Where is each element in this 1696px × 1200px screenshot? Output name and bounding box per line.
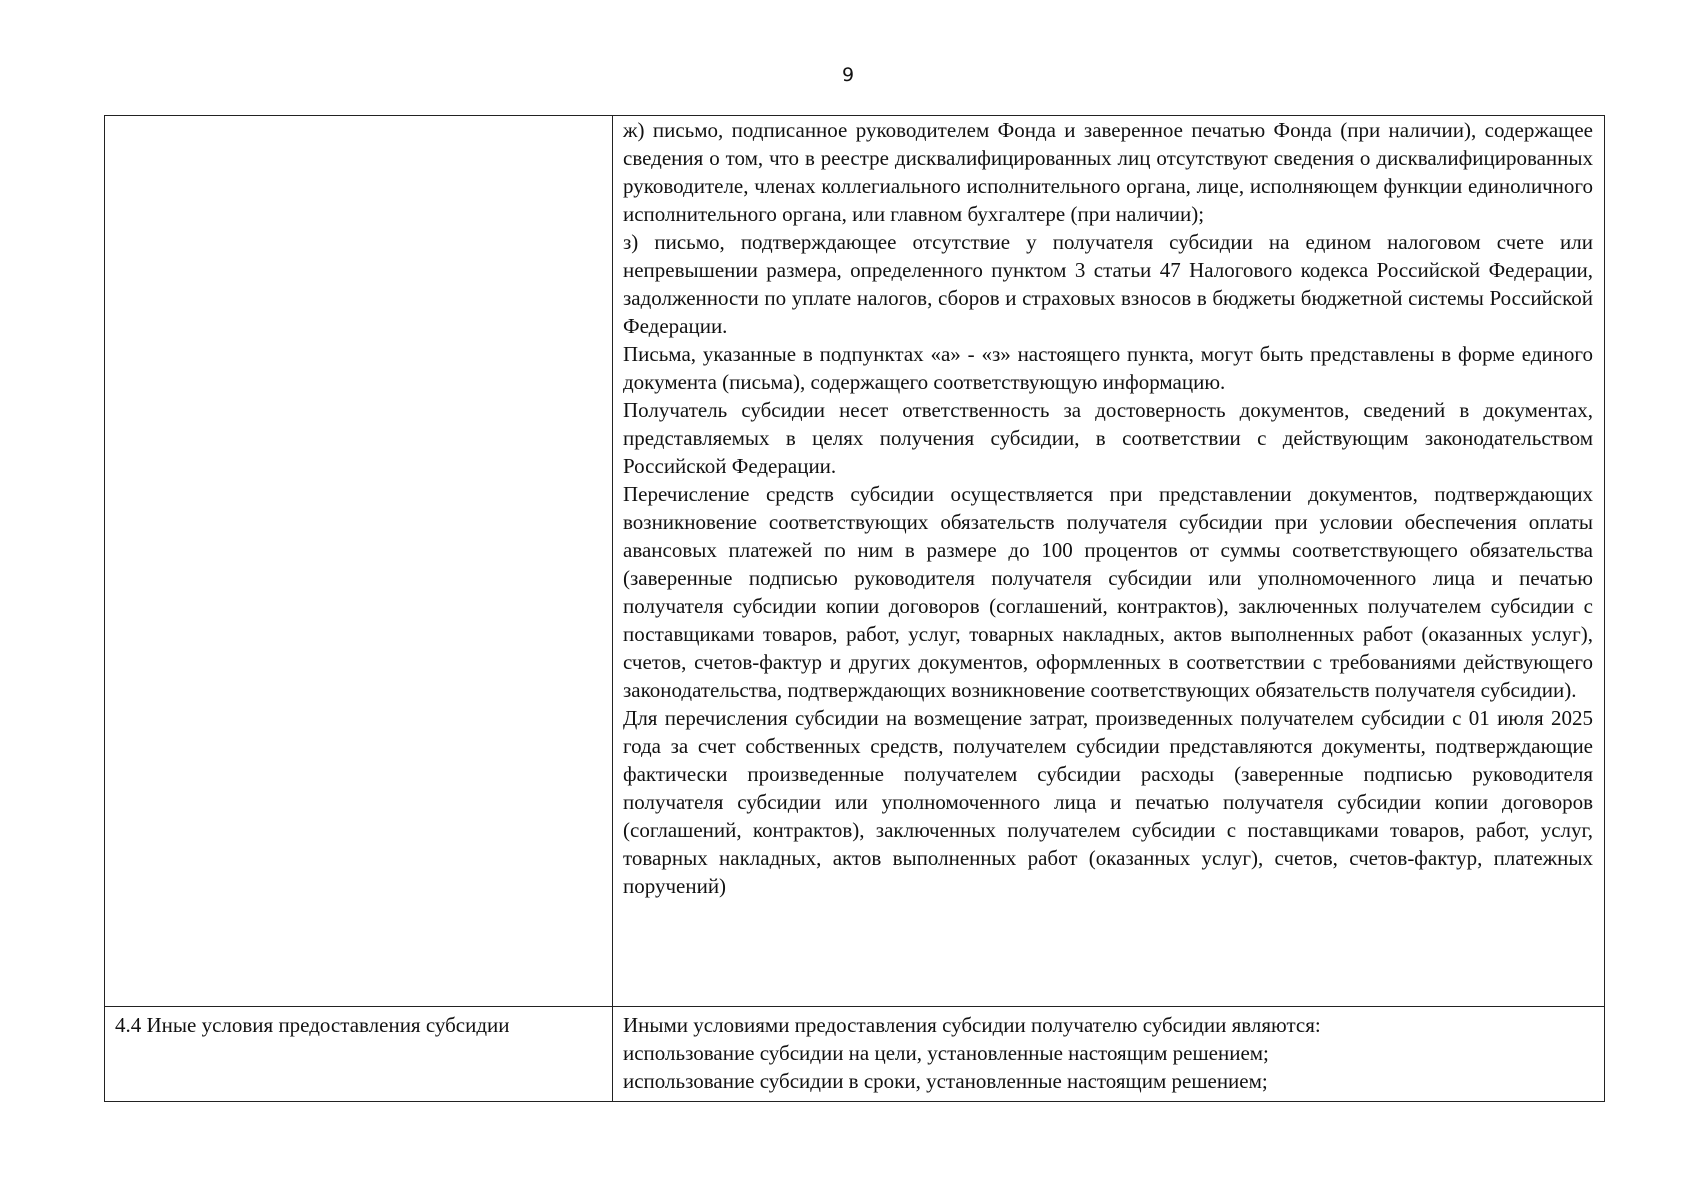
- paragraph-other-conditions-intro: Иными условиями предоставления субсидии получателю субсидии являются:: [623, 1013, 1321, 1037]
- paragraph-item-zh: ж) письмо, подписанное руководителем Фонда и заверенное печатью Фонда (при наличии), содержащее сведения о том, что в реестре дисквалифицированных лиц отсутствуют сведения о дисквалифицированных руководителе, членах коллегиального исполнительного органа, лице, исполняющем функции единоличного исполнительного органа, или главном бухгалтере (при наличии);: [623, 118, 1593, 226]
- paragraph-transfer-reimbursement: Для перечисления субсидии на возмещение затрат, произведенных получателем субсидии с 01 июля 2025 года за счет собственных средств, получателем субсидии представляются документы, подтверждающие фактически произведенные получателем субсидии расходы (заверенные подписью руководителя получателя субсидии или уполномоченного лица и печатью получателя субсидии копии договоров (соглашений, контрактов), заключенных получателем субсидии с поставщиками товаров, работ, услуг, товарных накладных, актов выполненных работ (оказанных услуг), счетов, счетов-фактур, платежных поручений): [623, 706, 1593, 898]
- paragraph-responsibility: Получатель субсидии несет ответственность за достоверность документов, сведений в документах, представляемых в целях получения субсидии, в соответствии с действующим законодательством Российской Федерации.: [623, 398, 1593, 478]
- paragraph-letters-form: Письма, указанные в подпунктах «а» - «з» настоящего пункта, могут быть представлены в форме единого документа (письма), содержащего соответствующую информацию.: [623, 342, 1593, 394]
- paragraph-item-z: з) письмо, подтверждающее отсутствие у получателя субсидии на едином налоговом счете или непревышении размера, определенного пунктом 3 статьи 47 Налогового кодекса Российской Федерации, задолженности по уплате налогов, сборов и страховых взносов в бюджеты бюджетной системы Российской Федерации.: [623, 230, 1593, 338]
- page-number: 9: [841, 64, 855, 86]
- table-cell-section-content: [613, 116, 1605, 1007]
- table-cell-section-label: [105, 116, 613, 1007]
- table-row: [105, 1007, 1605, 1102]
- table-row: [105, 116, 1605, 1007]
- conditions-table: [104, 115, 1605, 1102]
- paragraph-transfer-advance: Перечисление средств субсидии осуществляется при представлении документов, подтверждающих возникновение соответствующих обязательств получателя субсидии при условии обеспечения оплаты авансовых платежей по ним в размере до 100 процентов от суммы соответствующего обязательства (заверенные подписью руководителя получателя субсидии или уполномоченного лица и печатью получателя субсидии копии договоров (соглашений, контрактов), заключенных получателем субсидии с поставщиками товаров, работ, услуг, товарных накладных, актов выполненных работ (оказанных услуг), счетов, счетов-фактур и других документов, оформленных в соответствии с требованиями действующего законодательства, подтверждающих возникновение соответствующих обязательств получателя субсидии).: [623, 482, 1593, 702]
- table-cell-section-content: [613, 1007, 1605, 1102]
- paragraph-condition-purpose: использование субсидии на цели, установленные настоящим решением;: [623, 1041, 1269, 1065]
- table-cell-section-label: 4.4 Иные условия предоставления субсидии: [105, 1007, 613, 1102]
- paragraph-condition-deadline: использование субсидии в сроки, установленные настоящим решением;: [623, 1069, 1268, 1093]
